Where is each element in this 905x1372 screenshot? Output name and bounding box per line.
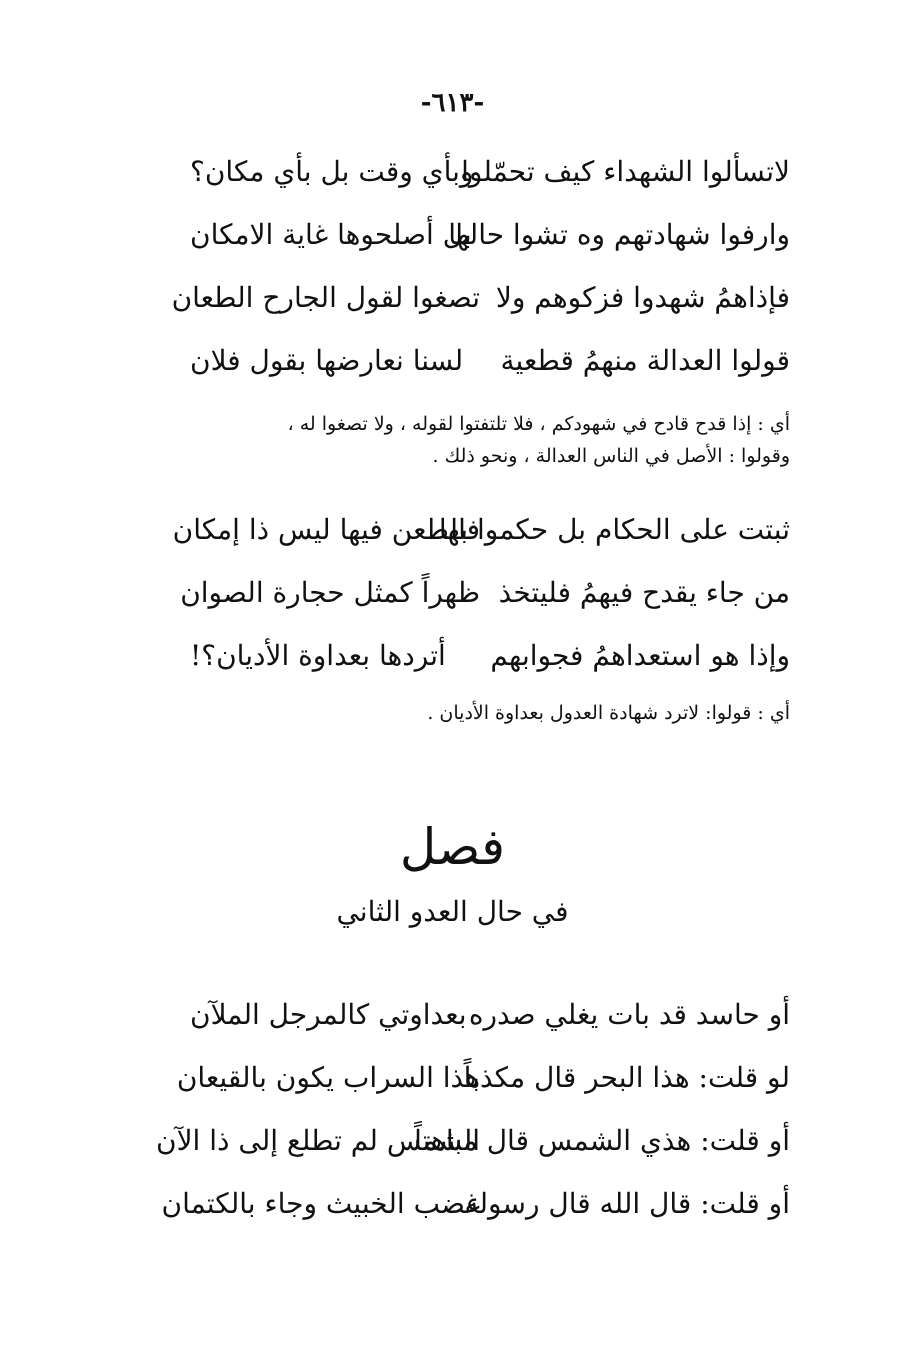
verse-first-hemistich: قولوا العدالة منهمُ قطعية — [500, 344, 790, 377]
verse-second-hemistich: بل أصلحوها غاية الامكان — [190, 218, 472, 251]
section-subtitle: في حال العدو الثاني — [336, 895, 569, 928]
verse-line — [171, 278, 790, 341]
verse-first-hemistich: أو قلت: قال الله قال رسوله — [464, 1187, 790, 1220]
verse-second-hemistich: تصغوا لقول الجارح الطعان — [171, 281, 480, 314]
verse-second-hemistich: غضب الخبيث وجاء بالكتمان — [161, 1187, 480, 1220]
verse-first-hemistich: لاتسألوا الشهداء كيف تحمّلوا — [461, 155, 790, 188]
verse-line — [161, 1184, 790, 1247]
commentary-1 — [180, 408, 790, 472]
verse-second-hemistich: وبأي وقت بل بأي مكان؟ — [190, 155, 474, 188]
verse-second-hemistich: بعداوتي كالمرجل الملآن — [190, 998, 467, 1031]
verse-first-hemistich: فإذاهمُ شهدوا فزكوهم ولا — [495, 281, 790, 314]
verse-second-hemistich: فالطعن فيها ليس ذا إمكان — [172, 513, 480, 546]
verse-line — [190, 341, 790, 404]
commentary-line: وقولوا : الأصل في الناس العدالة ، ونحو ذلك . — [432, 445, 790, 467]
commentary-2 — [300, 697, 790, 729]
commentary-line: أي : إذا قدح قادح في شهودكم ، فلا تلتفتوا لقوله ، ولا تصغوا له ، — [287, 413, 790, 435]
verse-first-hemistich: من جاء يقدح فيهمُ فليتخذ — [498, 576, 790, 609]
verse-first-hemistich: أو قلت: هذي الشمس قال مباهتاً — [414, 1124, 790, 1157]
section-heading: فصل — [399, 818, 506, 876]
poem-block-1 — [171, 152, 790, 404]
verse-first-hemistich: ثبتت على الحكام بل حكموا بها — [438, 513, 790, 546]
verse-first-hemistich: أو حاسد قد بات يغلي صدره — [468, 998, 790, 1031]
verse-line — [190, 636, 790, 699]
verse-line — [172, 510, 790, 573]
verse-second-hemistich: هذا السراب يكون بالقيعان — [176, 1061, 480, 1094]
verse-line — [190, 152, 790, 215]
verse-line — [190, 995, 790, 1058]
verse-second-hemistich: لسنا نعارضها بقول فلان — [190, 344, 464, 377]
page-number: -٦١٣- — [420, 88, 485, 118]
verse-first-hemistich: وارفوا شهادتهم وه تشوا حالها — [448, 218, 790, 251]
verse-line — [176, 1058, 790, 1121]
verse-first-hemistich: لو قلت: هذا البحر قال مكذباً — [463, 1061, 790, 1094]
verse-line — [156, 1121, 790, 1184]
poem-block-2 — [172, 510, 790, 699]
verse-second-hemistich: ظهراً كمثل حجارة الصوان — [180, 576, 480, 609]
verse-line — [190, 215, 790, 278]
verse-second-hemistich: الشمس لم تطلع إلى ذا الآن — [156, 1124, 480, 1157]
poem-block-3 — [156, 995, 790, 1247]
commentary-line: أي : قولوا: لاترد شهادة العدول بعداوة الأديان . — [427, 702, 790, 724]
verse-first-hemistich: وإذا هو استعداهمُ فجوابهم — [490, 639, 790, 672]
verse-second-hemistich: أتردها بعداوة الأديان؟! — [190, 639, 446, 672]
verse-line — [180, 573, 790, 636]
